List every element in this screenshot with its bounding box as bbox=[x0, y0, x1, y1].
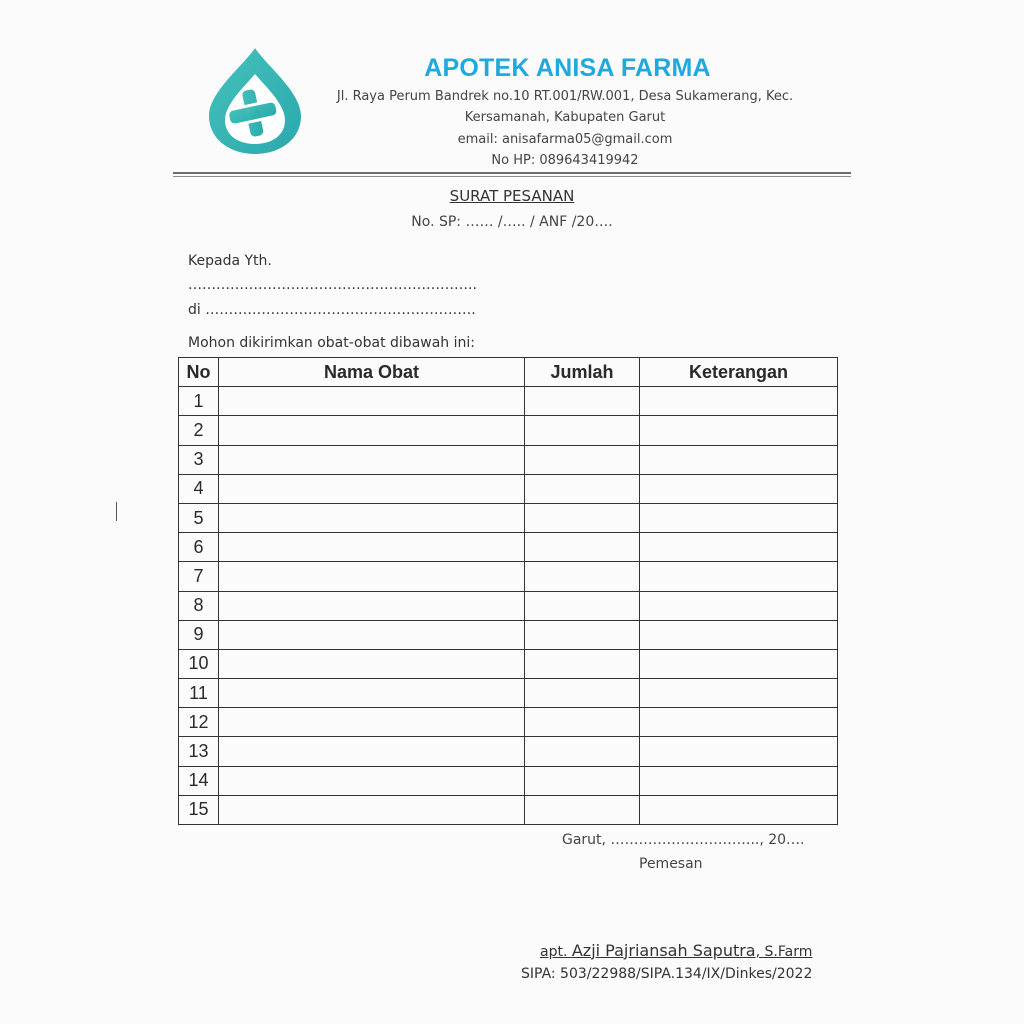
keterangan-cell[interactable] bbox=[640, 445, 838, 474]
request-text: Mohon dikirimkan obat-obat dibawah ini: bbox=[188, 335, 475, 351]
row-number: 14 bbox=[179, 766, 219, 795]
table-row bbox=[179, 591, 838, 620]
header-keterangan: Keterangan bbox=[640, 358, 838, 387]
signatory-sipa: SIPA: 503/22988/SIPA.134/IX/Dinkes/2022 bbox=[521, 966, 813, 982]
row-number: 13 bbox=[179, 737, 219, 766]
nama-obat-cell[interactable] bbox=[219, 708, 525, 737]
table-header-row bbox=[179, 358, 838, 387]
row-number: 6 bbox=[179, 533, 219, 562]
jumlah-cell[interactable] bbox=[525, 445, 640, 474]
text-cursor bbox=[116, 502, 117, 521]
row-number: 8 bbox=[179, 591, 219, 620]
nama-obat-cell[interactable] bbox=[219, 416, 525, 445]
nama-obat-cell[interactable] bbox=[219, 474, 525, 503]
keterangan-cell[interactable] bbox=[640, 795, 838, 824]
pharmacy-name: APOTEK ANISA FARMA bbox=[424, 54, 711, 82]
jumlah-cell[interactable] bbox=[525, 649, 640, 678]
table-row bbox=[179, 708, 838, 737]
nama-obat-cell[interactable] bbox=[219, 591, 525, 620]
row-number: 1 bbox=[179, 387, 219, 416]
signatory-suffix: , S.Farm bbox=[755, 944, 813, 960]
row-number: 9 bbox=[179, 620, 219, 649]
row-number: 5 bbox=[179, 503, 219, 532]
jumlah-cell[interactable] bbox=[525, 416, 640, 445]
header-jumlah: Jumlah bbox=[525, 358, 640, 387]
jumlah-cell[interactable] bbox=[525, 737, 640, 766]
row-number: 11 bbox=[179, 679, 219, 708]
jumlah-cell[interactable] bbox=[525, 503, 640, 532]
recipient-address-blank: di …………………………………………………. bbox=[188, 302, 476, 318]
keterangan-cell[interactable] bbox=[640, 766, 838, 795]
jumlah-cell[interactable] bbox=[525, 474, 640, 503]
nama-obat-cell[interactable] bbox=[219, 766, 525, 795]
jumlah-cell[interactable] bbox=[525, 679, 640, 708]
jumlah-cell[interactable] bbox=[525, 708, 640, 737]
table-row bbox=[179, 649, 838, 678]
signature-role: Pemesan bbox=[639, 856, 703, 872]
row-number: 2 bbox=[179, 416, 219, 445]
email-line: email: anisafarma05@gmail.com bbox=[457, 132, 673, 147]
keterangan-cell[interactable] bbox=[640, 474, 838, 503]
jumlah-cell[interactable] bbox=[525, 766, 640, 795]
row-number: 10 bbox=[179, 649, 219, 678]
jumlah-cell[interactable] bbox=[525, 533, 640, 562]
nama-obat-cell[interactable] bbox=[219, 445, 525, 474]
address-line-1: Jl. Raya Perum Bandrek no.10 RT.001/RW.001, Desa Sukamerang, Kec. bbox=[336, 89, 794, 104]
document-title: SURAT PESANAN bbox=[449, 187, 575, 205]
order-table bbox=[178, 357, 838, 825]
keterangan-cell[interactable] bbox=[640, 503, 838, 532]
signatory-prefix: apt. bbox=[540, 944, 572, 960]
nama-obat-cell[interactable] bbox=[219, 387, 525, 416]
keterangan-cell[interactable] bbox=[640, 737, 838, 766]
nama-obat-cell[interactable] bbox=[219, 649, 525, 678]
table-row bbox=[179, 737, 838, 766]
row-number: 4 bbox=[179, 474, 219, 503]
header-divider-thin bbox=[173, 176, 851, 177]
signature-place-date: Garut, ………………………….., 20…. bbox=[562, 832, 805, 848]
jumlah-cell[interactable] bbox=[525, 591, 640, 620]
jumlah-cell[interactable] bbox=[525, 387, 640, 416]
document-number: No. SP: …… /….. / ANF /20…. bbox=[411, 214, 613, 230]
keterangan-cell[interactable] bbox=[640, 562, 838, 591]
row-number: 3 bbox=[179, 445, 219, 474]
nama-obat-cell[interactable] bbox=[219, 562, 525, 591]
table-row bbox=[179, 679, 838, 708]
table-row bbox=[179, 474, 838, 503]
table-row bbox=[179, 562, 838, 591]
table-row bbox=[179, 503, 838, 532]
keterangan-cell[interactable] bbox=[640, 533, 838, 562]
nama-obat-cell[interactable] bbox=[219, 503, 525, 532]
nama-obat-cell[interactable] bbox=[219, 737, 525, 766]
nama-obat-cell[interactable] bbox=[219, 533, 525, 562]
header-no: No bbox=[179, 358, 219, 387]
table-row bbox=[179, 416, 838, 445]
keterangan-cell[interactable] bbox=[640, 679, 838, 708]
table-row bbox=[179, 445, 838, 474]
address-line-2: Kersamanah, Kabupaten Garut bbox=[464, 110, 666, 125]
table-row bbox=[179, 766, 838, 795]
table-row bbox=[179, 387, 838, 416]
phone-line: No HP: 089643419942 bbox=[491, 153, 639, 168]
signatory-full-name: Azji Pajriansah Saputra bbox=[571, 941, 756, 960]
keterangan-cell[interactable] bbox=[640, 708, 838, 737]
nama-obat-cell[interactable] bbox=[219, 679, 525, 708]
keterangan-cell[interactable] bbox=[640, 649, 838, 678]
table-row bbox=[179, 533, 838, 562]
row-number: 7 bbox=[179, 562, 219, 591]
header-nama-obat: Nama Obat bbox=[219, 358, 525, 387]
nama-obat-cell[interactable] bbox=[219, 620, 525, 649]
nama-obat-cell[interactable] bbox=[219, 795, 525, 824]
row-number: 12 bbox=[179, 708, 219, 737]
recipient-name-blank: …………………………………………………….. bbox=[188, 277, 477, 293]
jumlah-cell[interactable] bbox=[525, 620, 640, 649]
keterangan-cell[interactable] bbox=[640, 591, 838, 620]
recipient-label: Kepada Yth. bbox=[188, 253, 272, 269]
keterangan-cell[interactable] bbox=[640, 416, 838, 445]
keterangan-cell[interactable] bbox=[640, 620, 838, 649]
signatory-name bbox=[540, 941, 812, 960]
header-divider bbox=[173, 172, 851, 174]
jumlah-cell[interactable] bbox=[525, 562, 640, 591]
table-row bbox=[179, 795, 838, 824]
jumlah-cell[interactable] bbox=[525, 795, 640, 824]
row-number: 15 bbox=[179, 795, 219, 824]
table-row bbox=[179, 620, 838, 649]
keterangan-cell[interactable] bbox=[640, 387, 838, 416]
pharmacy-drop-cross-icon bbox=[205, 44, 305, 156]
